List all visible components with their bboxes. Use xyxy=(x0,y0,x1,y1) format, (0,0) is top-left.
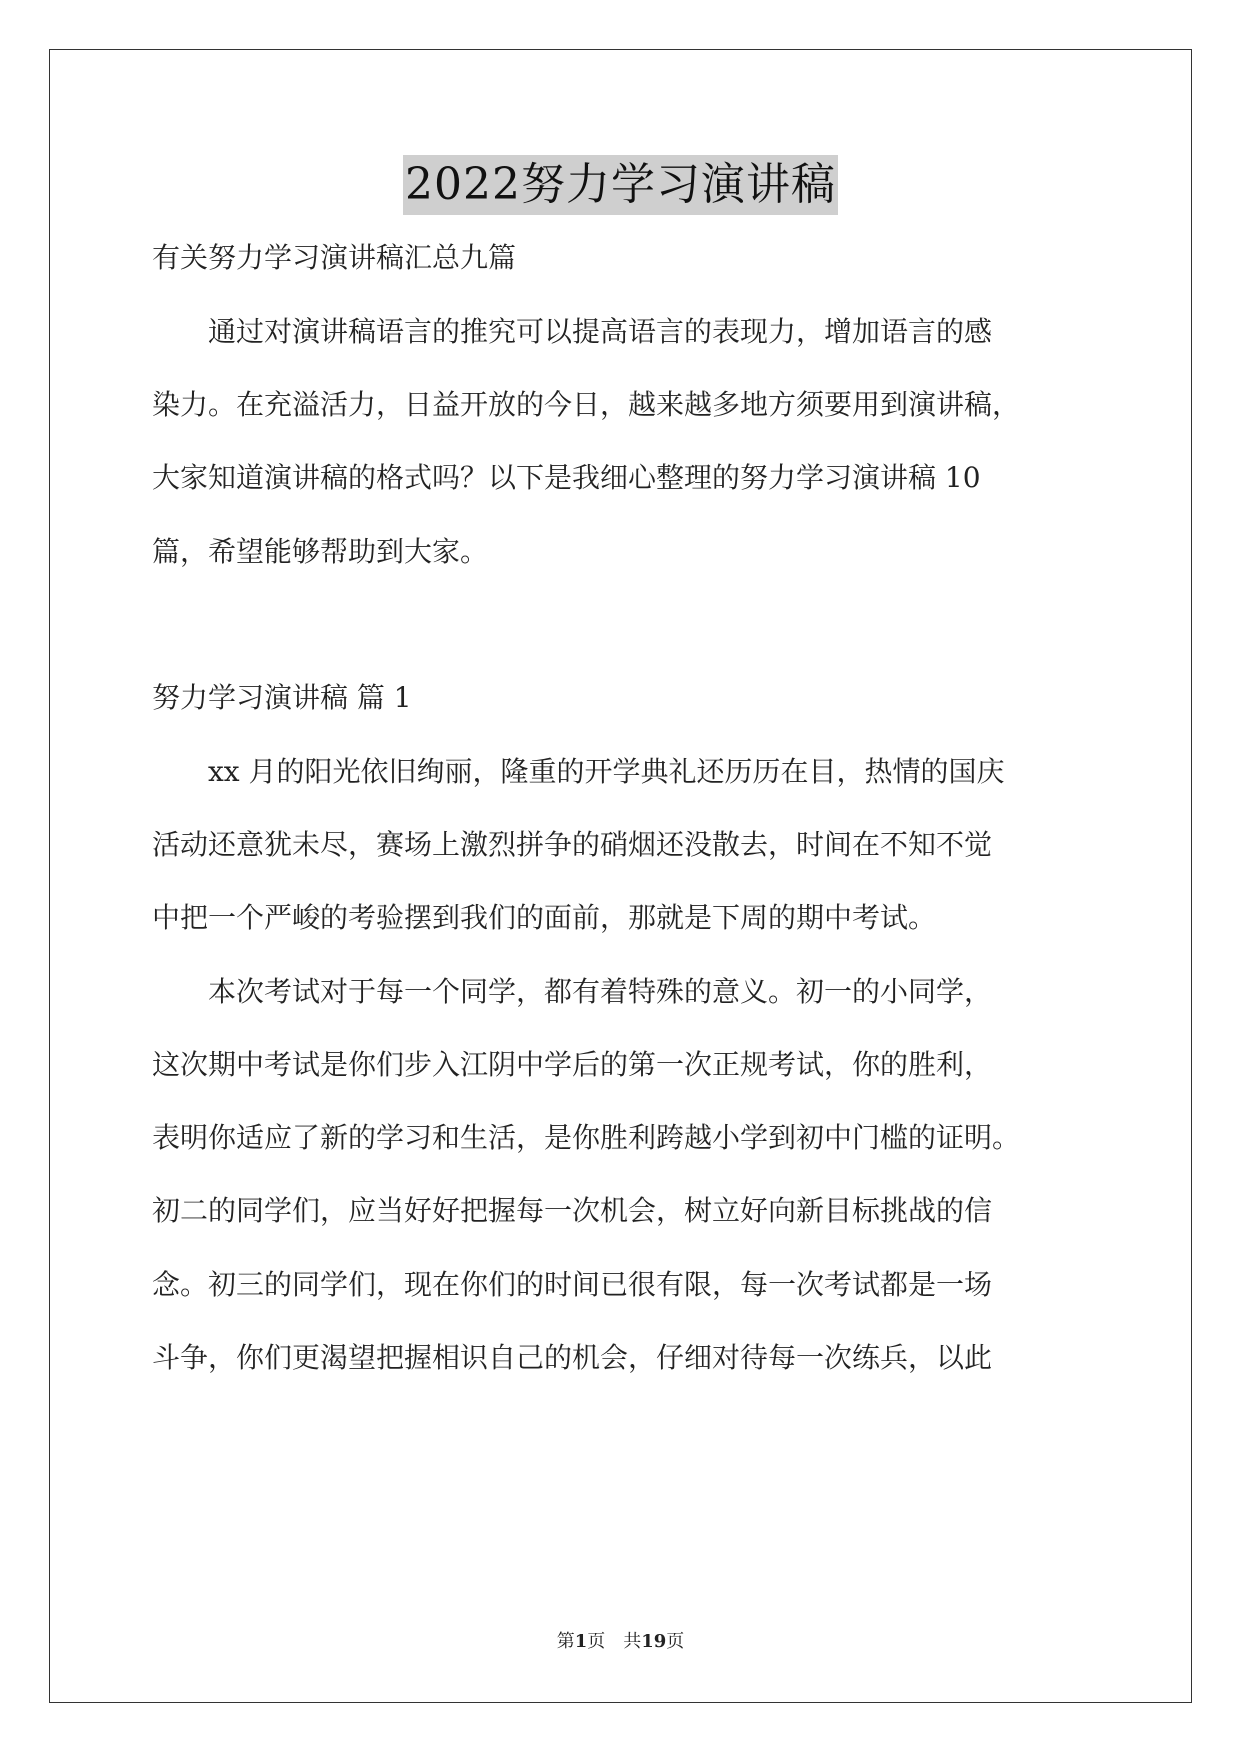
paragraph-line: 染力。在充溢活力，日益开放的今日，越来越多地方须要用到演讲稿， xyxy=(152,388,1021,421)
paragraph-line: xx 月的阳光依旧绚丽，隆重的开学典礼还历历在目，热情的国庆 xyxy=(152,755,1005,788)
paragraph-line: 篇，希望能够帮助到大家。 xyxy=(152,535,489,568)
paragraph-line: 本次考试对于每一个同学，都有着特殊的意义。初一的小同学， xyxy=(152,975,993,1008)
footer-page-number: 1 xyxy=(574,1631,588,1652)
paragraph-line: 大家知道演讲稿的格式吗？以下是我细心整理的努力学习演讲稿 10 xyxy=(152,461,981,494)
title-container xyxy=(0,155,1241,215)
paragraph-line: 念。初三的同学们，现在你们的时间已很有限，每一次考试都是一场 xyxy=(152,1268,993,1301)
paragraph-line: 初二的同学们，应当好好把握每一次机会，树立好向新目标挑战的信 xyxy=(152,1194,993,1227)
paragraph-line: 活动还意犹未尽，赛场上激烈拼争的硝烟还没散去，时间在不知不觉 xyxy=(152,828,993,861)
footer-suffix: 页 xyxy=(666,1631,685,1652)
paragraph-line: 这次期中考试是你们步入江阴中学后的第一次正规考试，你的胜利， xyxy=(152,1048,993,1081)
document-title: 2022努力学习演讲稿 xyxy=(403,155,838,215)
paragraph-line: 通过对演讲稿语言的推究可以提高语言的表现力，增加语言的感 xyxy=(152,315,993,348)
section-heading: 努力学习演讲稿 篇 1 xyxy=(152,681,412,714)
footer-prefix: 第 xyxy=(556,1631,575,1652)
subtitle-line: 有关努力学习演讲稿汇总九篇 xyxy=(152,241,517,274)
page-footer xyxy=(0,1630,1241,1654)
paragraph-line: 中把一个严峻的考验摆到我们的面前，那就是下周的期中考试。 xyxy=(152,901,937,934)
footer-mid: 页 共 xyxy=(587,1631,642,1652)
paragraph-line: 表明你适应了新的学习和生活，是你胜利跨越小学到初中门槛的证明。 xyxy=(152,1121,1021,1154)
page-border xyxy=(49,49,1192,1703)
paragraph-line: 斗争，你们更渴望把握相识自己的机会，仔细对待每一次练兵，以此 xyxy=(152,1341,993,1374)
footer-total-pages: 19 xyxy=(641,1631,667,1652)
